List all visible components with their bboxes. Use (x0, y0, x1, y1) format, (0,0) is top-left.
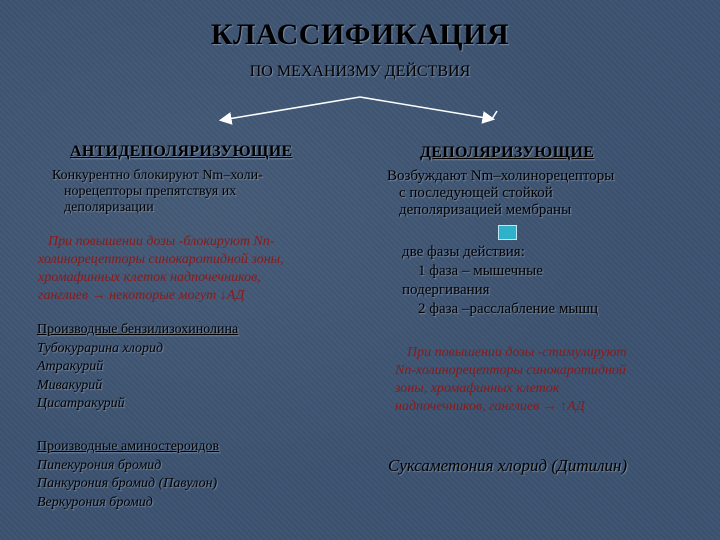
right-description (387, 168, 707, 219)
group-title: Производные бензилизохинолина (37, 322, 239, 337)
drug-item: Мивакурий (37, 377, 103, 393)
phase-line: 1 фаза – мышечные (418, 263, 543, 279)
left-note-line: ганглиев → некоторые могут ↓АД (38, 288, 245, 303)
left-note-line: холинорецепторы синокаротидной зоны, (38, 252, 284, 267)
right-description-line: деполяризацией мембраны (399, 202, 572, 218)
arrow-left (222, 97, 360, 120)
left-note-line: При повышении дозы -блокируют Nn- (48, 234, 275, 249)
right-note-line: надпочечников, ганглиев → ↑АД (395, 399, 585, 414)
page-title: КЛАССИФИКАЦИЯ (210, 18, 510, 51)
drug-item: Цисатракурий (37, 396, 125, 411)
drug-group-aminosteroids (37, 438, 219, 512)
depolarizing-drug: Суксаметония хлорид (Дитилин) (388, 456, 628, 475)
right-description-line: Возбуждают Nm–холинорецепторы (387, 168, 615, 184)
phase-line: подергивания (402, 282, 490, 298)
left-note (38, 233, 348, 305)
drug-group-benzylisoquinoline (37, 321, 238, 414)
right-note-line: Nn-холинорецепторы синокаротидной (395, 363, 626, 378)
right-note-line: При повышении дозы -стимулируют (407, 345, 627, 360)
drug-item: Пипекурония бромид (37, 457, 162, 473)
left-description-line: норецепторы препятствуя их (64, 184, 237, 199)
arrow-right (360, 97, 492, 119)
left-heading: АНТИДЕПОЛЯРИЗУЮЩИЕ (70, 143, 293, 160)
drug-item: Тубокурарина хлорид (37, 340, 164, 356)
group-title: Производные аминостероидов (37, 439, 220, 454)
drug-item: Атракурий (37, 359, 104, 374)
left-description-line: Конкурентно блокируют Nm–холи- (52, 168, 263, 183)
right-note (395, 344, 705, 416)
phases-title: две фазы действия: (402, 244, 525, 260)
right-note-line: зоны, хромафинных клеток (395, 381, 560, 396)
left-description-line: деполяризации (64, 200, 154, 215)
phases (402, 243, 598, 319)
right-heading: ДЕПОЛЯРИЗУЮЩИЕ (420, 144, 595, 161)
left-note-line: хромафинных клеток надпочечников, (38, 270, 261, 285)
arrow-right-up (492, 111, 497, 119)
drug-item: Панкурония бромид (Павулон) (37, 476, 218, 491)
phase-line: 2 фаза –расслабление мышц (418, 301, 599, 317)
page-subtitle: ПО МЕХАНИЗМУ ДЕЙСТВИЯ (249, 63, 471, 80)
right-description-line: с последующей стойкой (399, 185, 553, 201)
drug-item: Веркурония бромид (37, 494, 153, 510)
arrow-down-box-icon (498, 225, 517, 240)
left-description (52, 168, 342, 216)
